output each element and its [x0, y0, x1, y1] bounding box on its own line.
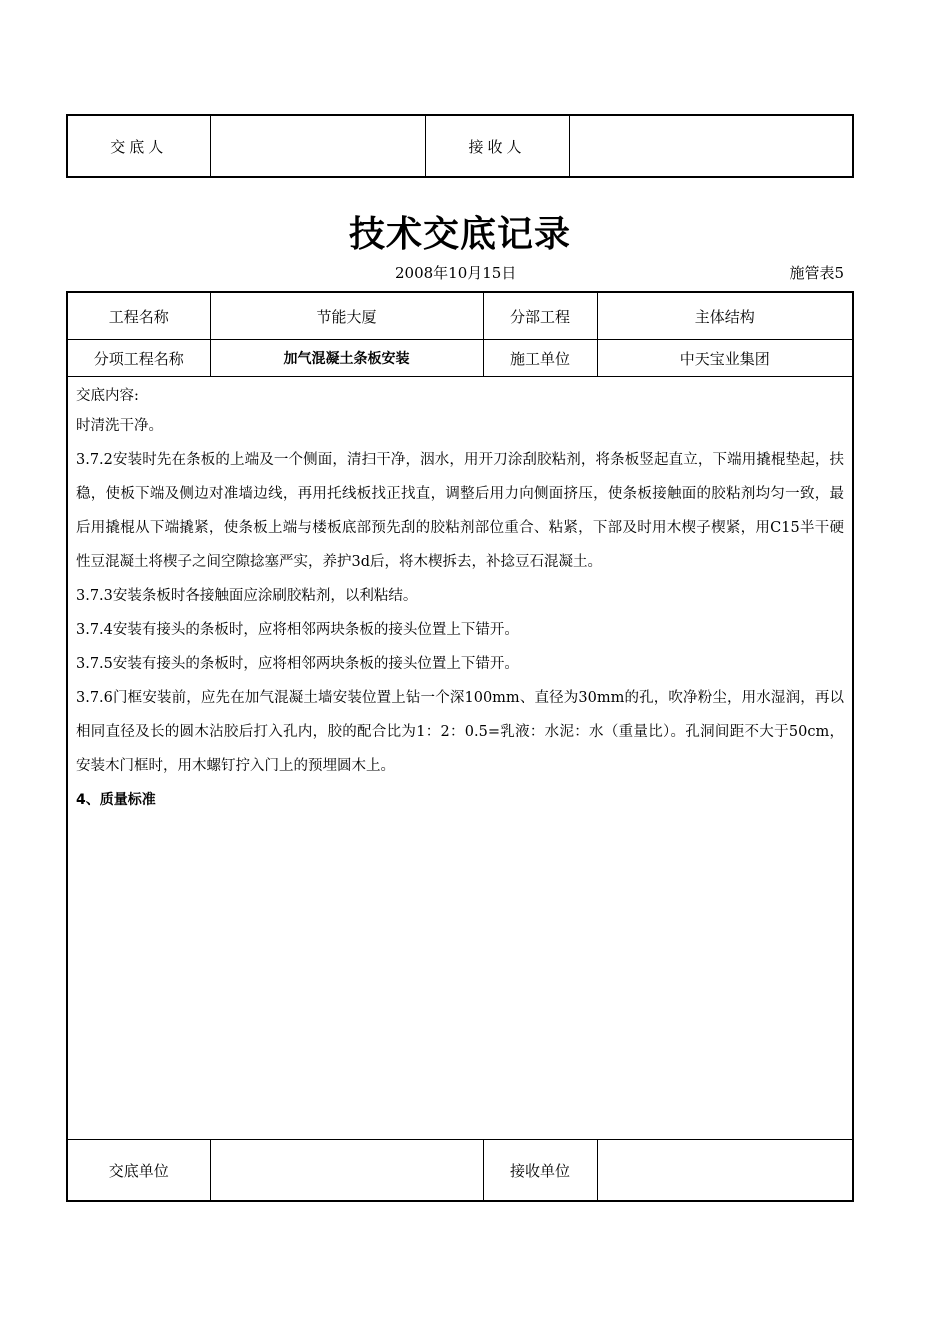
division-label: 分部工程: [483, 292, 597, 340]
giver-unit-value[interactable]: [210, 1140, 483, 1202]
content-paragraph: 3.7.5安装有接头的条板时，应将相邻两块条板的接头位置上下错开。: [76, 656, 519, 672]
subitem-label: 分项工程名称: [67, 340, 210, 377]
receiver-value[interactable]: [569, 115, 853, 177]
subitem-value: 加气混凝土条板安装: [210, 340, 483, 377]
construction-unit-label: 施工单位: [483, 340, 597, 377]
content-paragraph: 3.7.2安装时先在条板的上端及一个侧面，清扫干净，洇水，用开刀涂刮胶粘剂，将条板竖起直立，下端用撬棍垫起，扶稳，使板下端及侧边对准墙边线，再用托线板找正找直，调整后用力向侧面挤压，使条板接触面的胶粘剂均匀一致，最后用撬棍从下端撬紧，使条板上端与楼板底部预先刮的胶粘剂部位重合、粘紧，下部及时用木楔子楔紧，用C15半干硬性豆混凝土将楔子之间空隙捻塞严实，养护3d后，将木楔拆去，补捻豆石混凝土。: [76, 452, 844, 570]
giver-value[interactable]: [210, 115, 425, 177]
disclosure-content: [67, 377, 853, 1140]
document-date: 2008年10月15日: [395, 264, 517, 282]
receiver-label: 接收人: [425, 115, 569, 177]
receiver-unit-label: 接收单位: [483, 1140, 597, 1202]
content-paragraph: 时清洗干净。: [76, 418, 163, 434]
content-paragraph: 3.7.6门框安装前，应先在加气混凝土墙安装位置上钻一个深100mm、直径为30mm的孔，吹净粉尘，用水湿润，再以相同直径及长的圆木沾胶后打入孔内，胶的配合比为1：2：0.5=乳液：水泥：水（重量比）。孔洞间距不大于50cm，安装木门框时，用木螺钉拧入门上的预埋圆木上。: [76, 690, 844, 774]
construction-unit-value: 中天宝业集团: [597, 340, 853, 377]
disclosure-table: [66, 291, 854, 1202]
content-paragraph: 3.7.4安装有接头的条板时，应将相邻两块条板的接头位置上下错开。: [76, 622, 519, 638]
giver-unit-label: 交底单位: [67, 1140, 210, 1202]
content-intro: 交底内容:: [76, 388, 139, 404]
division-value: 主体结构: [597, 292, 853, 340]
section-heading: 4、质量标准: [76, 792, 156, 808]
form-number: 施管表5: [789, 264, 844, 282]
project-name-value: 节能大厦: [210, 292, 483, 340]
giver-label: 交底人: [67, 115, 210, 177]
content-paragraph: 3.7.3安装条板时各接触面应涂刷胶粘剂，以利粘结。: [76, 588, 418, 604]
receiver-unit-value[interactable]: [597, 1140, 853, 1202]
project-name-label: 工程名称: [67, 292, 210, 340]
top-signature-table: [66, 114, 854, 178]
document-title: 技术交底记录: [348, 214, 571, 255]
